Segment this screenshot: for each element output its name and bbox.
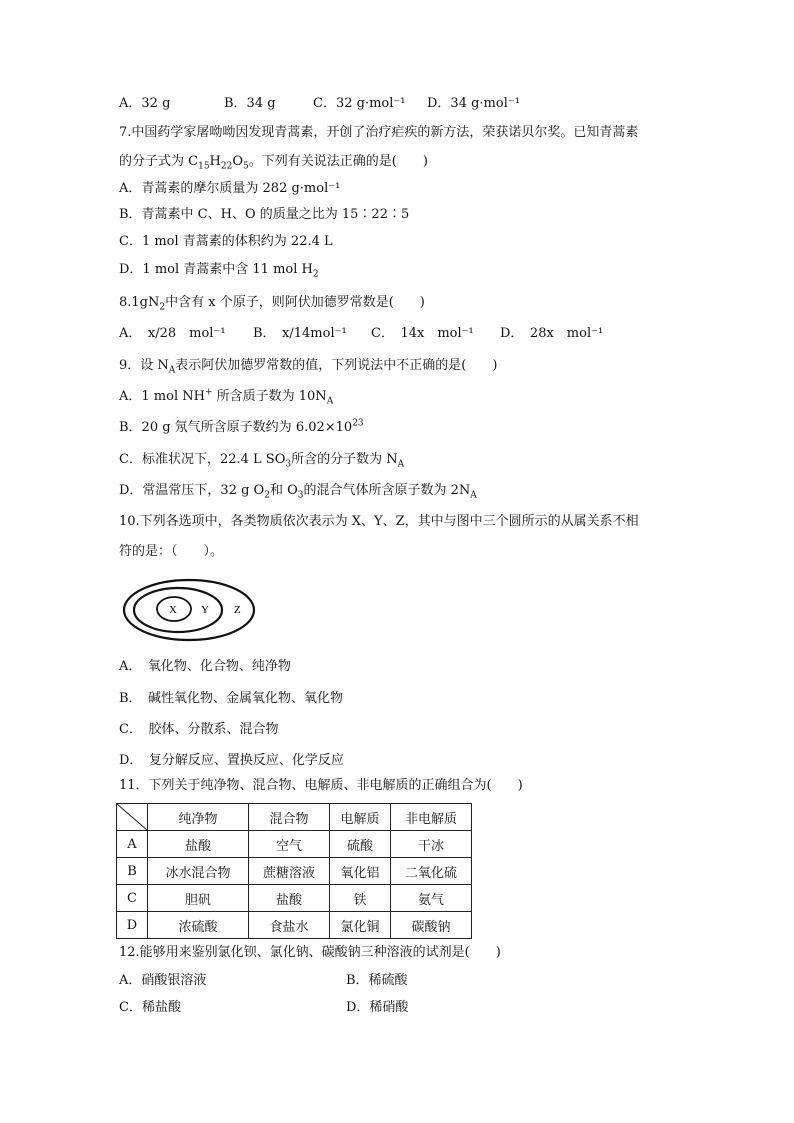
table-cell: 碳酸钠 <box>391 912 472 939</box>
q9-stem-post: 表示阿伏加德罗常数的值，下列说法中不正确的是( ) <box>175 358 498 373</box>
q11-stem: 11．下列关于纯净物、混合物、电解质、非电解质的正确组合为( ) <box>119 778 523 793</box>
q9-stem-pre: 9．设 N <box>119 358 169 373</box>
table-row-label: B <box>117 858 148 885</box>
table-row <box>117 831 472 858</box>
q6-option-a: A．32 g <box>119 96 171 111</box>
q8-option-c: C． 14x mol⁻¹ <box>371 326 474 341</box>
table-row <box>117 885 472 912</box>
table-cell: 硫酸 <box>330 831 391 858</box>
venn-diagram <box>122 576 262 646</box>
table-corner-cell <box>117 804 148 831</box>
q8-option-d: D． 28x mol⁻¹ <box>500 326 604 341</box>
table-cell: 空气 <box>249 831 330 858</box>
q9-option-d-pre: D．常温常压下，32 g O <box>119 483 265 498</box>
q9-option-a-pre: A．1 mol NH <box>119 389 205 404</box>
q7-option-a: A．青蒿素的摩尔质量为 282 g·mol⁻¹ <box>119 181 341 196</box>
q8-stem-sub: 2 <box>159 302 166 313</box>
q7-option-d-text: D．1 mol 青蒿素中含 11 mol H <box>119 262 313 277</box>
q6-option-c: C．32 g·mol⁻¹ <box>313 96 406 111</box>
table-cell: 浓硫酸 <box>148 912 249 939</box>
table-cell: 蔗糖溶液 <box>249 858 330 885</box>
q7-option-d-sub: 2 <box>312 269 319 280</box>
q8-stem <box>119 294 425 312</box>
table-cell: 氯化铜 <box>330 912 391 939</box>
table-header-cell: 非电解质 <box>391 804 472 831</box>
q9-option-d-sub2: 3 <box>297 490 304 501</box>
q9-option-a <box>119 388 333 406</box>
q10-stem-line1: 10.下列各选项中，各类物质依次表示为 X、Y、Z，其中与图中三个圆所示的从属关系不相 <box>119 514 639 529</box>
q11-table <box>116 803 472 939</box>
q7-formula-sub-o: 5 <box>243 161 249 172</box>
table-row <box>117 912 472 939</box>
q8-option-a: A． x/28 mol⁻¹ <box>119 326 226 341</box>
q7-option-b: B．青蒿素中 C、H、O 的质量之比为 15∶22∶5 <box>119 207 410 222</box>
q10-option-c: C． 胶体、分散系、混合物 <box>119 722 279 737</box>
q7-formula-sub-c: 15 <box>198 161 210 172</box>
q9-option-c-sub: 3 <box>285 459 292 470</box>
label-y: Y <box>201 604 209 616</box>
q9-option-c-mid: 所含的分子数为 N <box>291 452 398 467</box>
table-cell: 冰水混合物 <box>148 858 249 885</box>
table-row-label: D <box>117 912 148 939</box>
q9-option-a-post: 所含质子数为 10N <box>212 389 327 404</box>
q9-option-d-sub: 2 <box>264 490 270 501</box>
q9-option-a-sup: + <box>204 387 213 398</box>
table-cell: 食盐水 <box>249 912 330 939</box>
table-cell: 盐酸 <box>148 831 249 858</box>
q10-stem-line2: 符的是：（ ）。 <box>119 544 224 559</box>
label-z: Z <box>234 604 241 616</box>
q9-option-b-sup: 23 <box>352 418 364 429</box>
q7-stem-tail: 。下列有关说法正确的是( ) <box>248 154 428 169</box>
table-header-cell: 纯净物 <box>148 804 249 831</box>
table-header-cell: 混合物 <box>249 804 330 831</box>
q9-option-b <box>119 419 364 437</box>
q9-option-d-sub3: A <box>470 490 477 501</box>
table-header-row <box>117 804 472 831</box>
table-row <box>117 858 472 885</box>
q9-option-c-pre: C．标准状况下，22.4 L SO <box>119 452 286 467</box>
q12-option-b: B．稀硫酸 <box>346 973 408 988</box>
table-cell: 二氧化硫 <box>391 858 472 885</box>
q6-option-b: B．34 g <box>224 96 276 111</box>
q9-option-d-mid2: 的混合气体所含原子数为 2N <box>303 483 471 498</box>
q9-option-c <box>119 451 404 469</box>
table-cell: 铁 <box>330 885 391 912</box>
q7-formula-sub-h: 22 <box>220 161 233 172</box>
q12-option-a: A．硝酸银溶液 <box>119 973 207 988</box>
table-cell: 盐酸 <box>249 885 330 912</box>
table-cell: 氧化铝 <box>330 858 391 885</box>
corner-diagonal <box>117 804 147 830</box>
q9-option-d <box>119 482 477 500</box>
q9-option-b-pre: B．20 g 氖气所含原子数约为 6.02×10 <box>119 420 353 435</box>
q9-option-a-sub: A <box>326 396 334 407</box>
label-x: X <box>169 604 177 616</box>
q10-option-a: A． 氧化物、化合物、纯净物 <box>119 659 291 674</box>
table-row-label: C <box>117 885 148 912</box>
q12-option-d: D．稀硝酸 <box>346 1000 409 1015</box>
q7-stem-line2 <box>119 153 428 171</box>
q9-option-d-mid: 和 O <box>269 483 298 498</box>
table-cell: 氨气 <box>391 885 472 912</box>
table-row-label: A <box>117 831 148 858</box>
q10-option-b: B． 碱性氧化物、金属氧化物、氧化物 <box>119 691 344 706</box>
q7-formula-o: O <box>232 154 244 169</box>
q7-stem-line1: 7.中国药学家屠呦呦因发现青蒿素，开创了治疗疟疾的新方法，荣获诺贝尔奖。已知青蒿素 <box>119 125 639 140</box>
q8-stem-pre: 8.1gN <box>119 295 160 310</box>
q8-stem-post: 中含有 x 个原子，则阿伏加德罗常数是( ) <box>165 295 425 310</box>
q6-option-d: D．34 g·mol⁻¹ <box>427 96 520 111</box>
q8-option-b: B． x/14mol⁻¹ <box>253 326 347 341</box>
table-header-cell: 电解质 <box>330 804 391 831</box>
q7-option-d <box>119 261 319 279</box>
q7-option-c: C．1 mol 青蒿素的体积约为 22.4 L <box>119 234 333 249</box>
q7-formula-h: H <box>209 154 221 169</box>
q9-option-c-sub2: A <box>397 459 405 470</box>
q10-option-d: D． 复分解反应、置换反应、化学反应 <box>119 753 344 768</box>
q12-stem: 12.能够用来鉴别氯化钡、氯化钠、碳酸钠三种溶液的试剂是( ) <box>119 945 501 960</box>
table-cell: 胆矾 <box>148 885 249 912</box>
q9-stem <box>119 357 497 375</box>
q12-option-c: C．稀盐酸 <box>119 1000 181 1015</box>
q7-formula-pre: 的分子式为 C <box>119 154 199 169</box>
table-cell: 干冰 <box>391 831 472 858</box>
q9-stem-sub: A <box>168 365 176 376</box>
